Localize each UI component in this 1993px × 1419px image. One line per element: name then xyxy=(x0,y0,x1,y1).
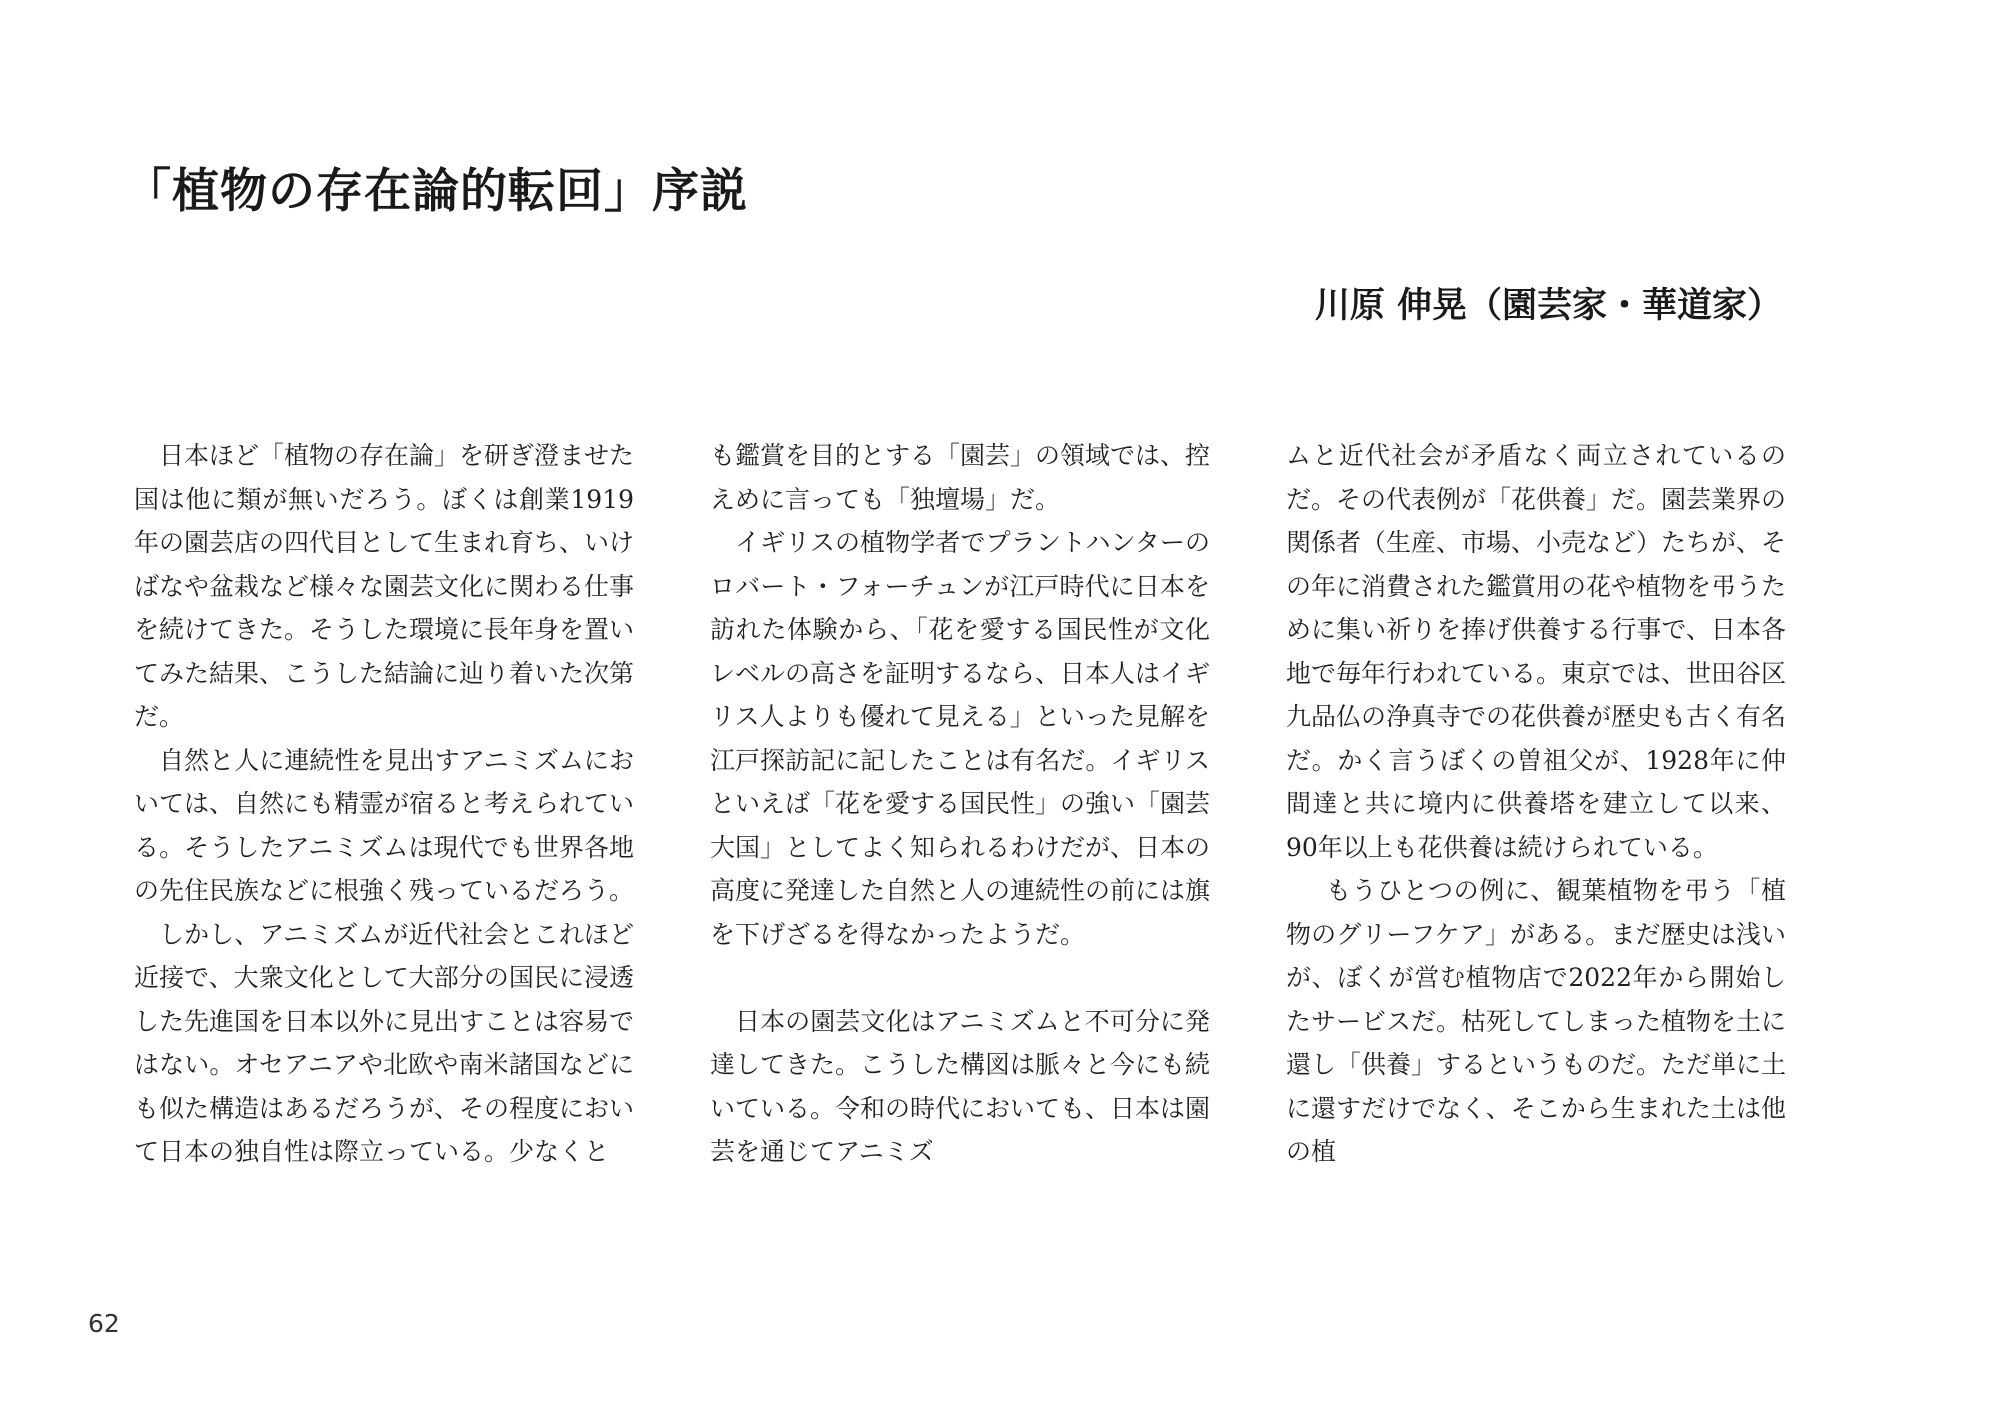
paragraph: 自然と人に連続性を見出すアニミズムにおいては、自然にも精霊が宿ると考えられている。そうしたアニミズムは現代でも世界各地の先住民族などに根強く残っているだろう。 xyxy=(134,745,635,905)
article-title: 「植物の存在論的転回」序説 xyxy=(124,164,748,219)
text-column-2 xyxy=(710,434,1210,1174)
text-column-3 xyxy=(1286,434,1786,1174)
paragraph: ムと近代社会が矛盾なく両立されているのだ。その代表例が「花供養」だ。園芸業界の関係者（生産、市場、小売など）たちが、その年に消費された鑑賞用の花や植物を弔うために集い祈りを捧げ供養する行事で、日本各地で毎年行われている。東京では、世田谷区九品仏の浄真寺での花供養が歴史も古く有名だ。かく言うぼくの曽祖父が、1928年に仲間達と共に境内に供養塔を建立して以来、90年以上も花供養は続けられている。 xyxy=(1286,441,1787,862)
paragraph: 日本ほど「植物の存在論」を研ぎ澄ませた国は他に類が無いだろう。ぼくは創業1919年の園芸店の四代目として生まれ育ち、いけばなや盆栽など様々な園芸文化に関わる仕事を続けてきた。そうした環境に長年身を置いてみた結果、こうした結論に辿り着いた次第だ。 xyxy=(134,441,635,731)
page-number: 62 xyxy=(88,1309,120,1338)
paragraph: しかし、アニミズムが近代社会とこれほど近接で、大衆文化として大部分の国民に浸透した先進国を日本以外に見出すことは容易ではない。オセアニアや北欧や南米諸国などにも似た構造はあるだろうが、その程度において日本の独自性は際立っている。少なくと xyxy=(134,919,635,1166)
paragraph: も鑑賞を目的とする「園芸」の領域では、控えめに言っても「独壇場」だ。 xyxy=(710,441,1211,514)
author-byline: 川原 伸晃（園芸家・華道家） xyxy=(1314,286,1782,326)
text-column-1 xyxy=(134,434,634,1174)
paragraph: イギリスの植物学者でプラントハンターのロバート・フォーチュンが江戸時代に日本を訪れた体験から、「花を愛する国民性が文化レベルの高さを証明するなら、日本人はイギリス人よりも優れて見える」といった見解を江戸探訪記に記したことは有名だ。イギリスといえば「花を愛する国民性」の強い「園芸大国」としてよく知られるわけだが、日本の高度に発達した自然と人の連続性の前には旗を下げざるを得なかったようだ。 xyxy=(710,528,1211,949)
paragraph: もうひとつの例に、観葉植物を弔う「植物のグリーフケア」がある。まだ歴史は浅いが、ぼくが営む植物店で2022年から開始したサービスだ。枯死してしまった植物を土に還し「供養」するというものだ。ただ単に土に還すだけでなく、そこから生まれた土は他の植 xyxy=(1286,876,1787,1166)
paragraph: 日本の園芸文化はアニミズムと不可分に発達してきた。こうした構図は脈々と今にも続いている。令和の時代においても、日本は園芸を通じてアニミズ xyxy=(710,1006,1211,1166)
